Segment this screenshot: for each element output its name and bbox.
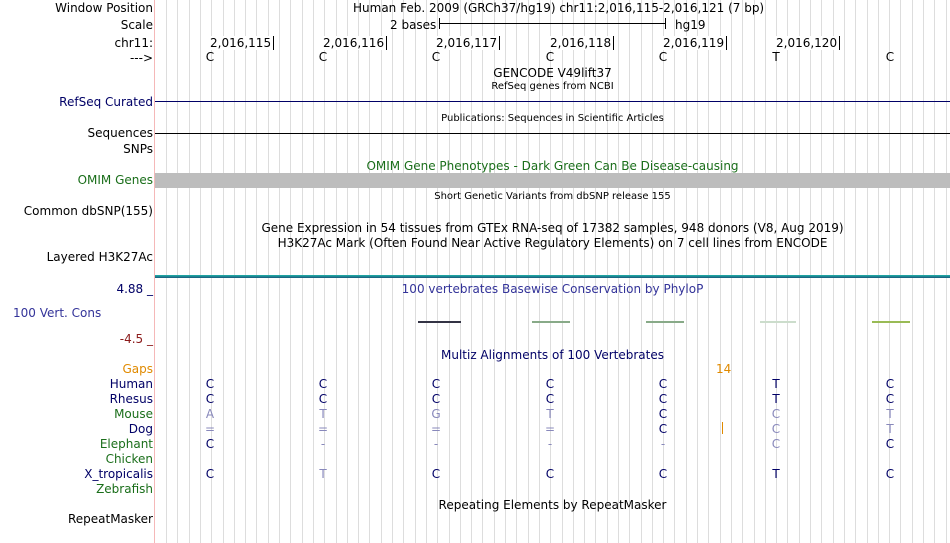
- species-label[interactable]: Mouse: [114, 407, 153, 421]
- aligned-base: C: [431, 467, 441, 481]
- gencode-track-title[interactable]: GENCODE V49lift37: [493, 66, 612, 80]
- reference-base: C: [205, 50, 215, 64]
- species-label[interactable]: Chicken: [105, 452, 153, 466]
- aligned-base: C: [885, 392, 895, 406]
- aligned-base: C: [771, 407, 781, 421]
- refseq-curated-label[interactable]: RefSeq Curated: [59, 95, 153, 109]
- phylop-track-label[interactable]: 100 Vert. Cons: [13, 306, 102, 320]
- aligned-base: C: [431, 392, 441, 406]
- omim-genes-label[interactable]: OMIM Genes: [77, 173, 153, 187]
- common-dbsnp-label[interactable]: Common dbSNP(155): [23, 204, 153, 218]
- window-position-value: Human Feb. 2009 (GRCh37/hg19) chr11:2,016,115-2,016,121 (7 bp): [353, 1, 765, 15]
- aligned-base: G: [431, 407, 441, 421]
- phylop-score-bar: [872, 321, 910, 323]
- aligned-base: T: [772, 392, 780, 406]
- window-position-label: Window Position: [55, 1, 153, 15]
- aligned-base: C: [658, 377, 668, 391]
- omim-track-title: OMIM Gene Phenotypes - Dark Green Can Be Disease-causing: [366, 159, 739, 173]
- species-label[interactable]: Zebrafish: [96, 482, 153, 496]
- gaps-label[interactable]: Gaps: [122, 362, 153, 376]
- scale-bar-right-tick: [665, 18, 666, 29]
- multiz-track-title: Multiz Alignments of 100 Vertebrates: [440, 348, 665, 362]
- aligned-base: T: [546, 407, 554, 421]
- aligned-base: C: [318, 377, 328, 391]
- aligned-base: C: [545, 377, 555, 391]
- species-label[interactable]: Dog: [128, 422, 153, 436]
- aligned-base: A: [205, 407, 215, 421]
- aligned-base: C: [431, 377, 441, 391]
- species-label[interactable]: Elephant: [99, 437, 153, 451]
- scale-value: 2 bases: [390, 18, 437, 32]
- repeatmasker-label[interactable]: RepeatMasker: [67, 512, 153, 526]
- species-label[interactable]: Rhesus: [109, 392, 153, 406]
- species-label[interactable]: X_tropicalis: [84, 467, 153, 481]
- aligned-base: =: [317, 422, 329, 436]
- reference-base: C: [431, 50, 441, 64]
- aligned-base: C: [205, 392, 215, 406]
- aligned-base: =: [204, 422, 216, 436]
- scale-bar-left-tick: [439, 18, 440, 29]
- aligned-base: =: [544, 422, 556, 436]
- reference-base: C: [885, 50, 895, 64]
- aligned-base: C: [771, 437, 781, 451]
- chrom-label: chr11:: [114, 36, 153, 50]
- reference-base: C: [658, 50, 668, 64]
- gap-marker: [722, 422, 723, 434]
- aligned-base: C: [658, 392, 668, 406]
- aligned-base: T: [772, 377, 780, 391]
- aligned-base: C: [885, 377, 895, 391]
- refseq-line: [155, 101, 950, 102]
- phylop-score-bar: [418, 321, 461, 323]
- aligned-base: C: [545, 392, 555, 406]
- gaps-value: 14: [716, 362, 732, 376]
- position-tick-label: 2,016,118: [550, 36, 614, 50]
- layered-h3k27ac-label[interactable]: Layered H3K27Ac: [46, 250, 153, 264]
- sequences-label[interactable]: Sequences: [87, 126, 153, 140]
- aligned-base: C: [885, 467, 895, 481]
- aligned-base: T: [319, 467, 327, 481]
- aligned-base: C: [771, 422, 781, 436]
- aligned-base: T: [772, 467, 780, 481]
- aligned-base: C: [545, 467, 555, 481]
- publications-track-title: Publications: Sequences in Scientific Articles: [441, 113, 664, 124]
- aligned-base: -: [547, 437, 553, 451]
- omim-bar: [155, 173, 950, 188]
- aligned-base: T: [319, 407, 327, 421]
- dbsnp-track-title: Short Genetic Variants from dbSNP release 155: [434, 191, 671, 202]
- scale-bar: [439, 23, 665, 24]
- aligned-base: -: [433, 437, 439, 451]
- sequences-line: [155, 133, 950, 134]
- aligned-base: T: [886, 422, 894, 436]
- position-tick-label: 2,016,120: [776, 36, 840, 50]
- phylop-track-title: 100 vertebrates Basewise Conservation by PhyloP: [401, 282, 704, 296]
- reference-base: C: [545, 50, 555, 64]
- scale-label: Scale: [120, 18, 153, 32]
- aligned-base: =: [430, 422, 442, 436]
- position-tick-label: 2,016,119: [663, 36, 727, 50]
- reference-base: C: [318, 50, 328, 64]
- aligned-base: C: [658, 422, 668, 436]
- aligned-base: -: [660, 437, 666, 451]
- reference-base: T: [772, 50, 780, 64]
- phylop-score-bar: [760, 321, 796, 323]
- aligned-base: C: [205, 377, 215, 391]
- gtex-track-title: Gene Expression in 54 tissues from GTEx RNA-seq of 17382 samples, 948 donors (V8, Aug 2019): [261, 221, 844, 235]
- phylop-min-label: -4.5 _: [119, 332, 153, 346]
- phylop-score-bar: [646, 321, 684, 323]
- species-label[interactable]: Human: [109, 377, 153, 391]
- aligned-base: C: [658, 467, 668, 481]
- snps-label[interactable]: SNPs: [123, 142, 153, 156]
- aligned-base: T: [886, 407, 894, 421]
- scale-assembly: hg19: [675, 18, 706, 32]
- position-tick-label: 2,016,116: [323, 36, 387, 50]
- position-tick-label: 2,016,117: [436, 36, 500, 50]
- aligned-base: C: [205, 437, 215, 451]
- h3k27ac-signal-line: [155, 275, 950, 278]
- aligned-base: C: [885, 437, 895, 451]
- repeatmasker-track-title: Repeating Elements by RepeatMasker: [438, 498, 667, 512]
- aligned-base: -: [320, 437, 326, 451]
- aligned-base: C: [318, 392, 328, 406]
- phylop-score-bar: [532, 321, 570, 323]
- refseq-track-subtitle: RefSeq genes from NCBI: [491, 81, 614, 92]
- aligned-base: C: [658, 407, 668, 421]
- position-tick-label: 2,016,115: [210, 36, 274, 50]
- strand-label: --->: [129, 51, 153, 65]
- h3k27ac-track-title: H3K27Ac Mark (Often Found Near Active Regulatory Elements) on 7 cell lines from ENCODE: [277, 236, 828, 250]
- phylop-max-label: 4.88 _: [116, 282, 153, 296]
- aligned-base: C: [205, 467, 215, 481]
